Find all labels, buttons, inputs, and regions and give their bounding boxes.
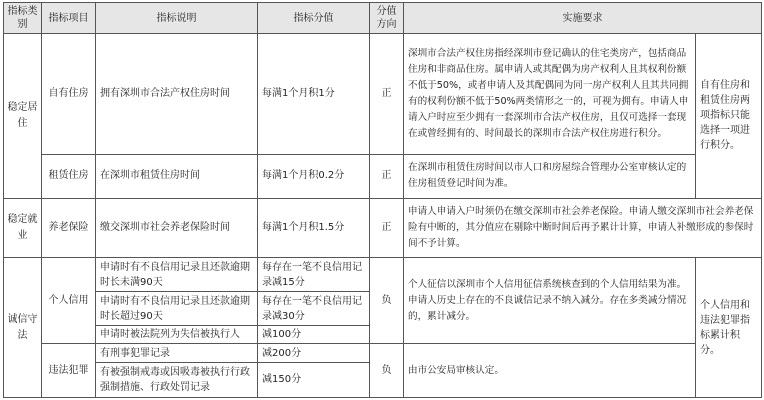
item-credit: 个人信用	[42, 258, 96, 344]
table-row	[4, 344, 762, 363]
score-rental-housing: 每满1个月积0.2分	[258, 155, 370, 198]
table-row	[4, 155, 762, 198]
item-pension: 养老保险	[42, 198, 96, 258]
desc-credit-1: 申请时有不良信用记录且还款逾期时长未满90天	[96, 258, 258, 292]
requirement-pension: 申请人申请入户时须仍在缴交深圳市社会养老保险。申请人缴交深圳市社会养老保险有中断的，其分值应在剔除中断时间后再予累计计算，申请人补缴形成的参保时间不予计算。	[404, 198, 762, 258]
direction-crime: 负	[370, 344, 404, 398]
header-direction: 分值方向	[370, 3, 404, 34]
table-header-row	[4, 3, 762, 34]
direction-own-housing: 正	[370, 34, 404, 155]
score-own-housing: 每满1个月积1分	[258, 34, 370, 155]
requirement-own-housing: 深圳市合法产权住房指经深圳市登记确认的住宅类房产，包括商品住房和非商品住房。属申请人或其配偶为房产权利人且其权利份额不低于50%，或者申请人及其配偶同为同一房产权利人且其共同拥有的权利份额不低于50%两类情形之一的，可视为拥有。申请人申请入户时应至少拥有一套深圳市合法产权住房，且仅可选择一套现在或曾经拥有的、时间最长的深圳市合法产权住房进行积分。	[404, 34, 696, 155]
category-stable-residence: 稳定居住	[4, 34, 42, 199]
header-score: 指标分值	[258, 3, 370, 34]
item-own-housing: 自有住房	[42, 34, 96, 155]
direction-pension: 正	[370, 198, 404, 258]
header-desc: 指标说明	[96, 3, 258, 34]
desc-rental-housing: 在深圳市租赁住房时间	[96, 155, 258, 198]
category-stable-employment: 稳定就业	[4, 198, 42, 258]
note-housing: 自有住房和租赁住房两项指标只能选择一项进行积分。	[696, 34, 762, 199]
note-credit-crime: 个人信用和违法犯罪指标累计积分。	[696, 258, 762, 398]
desc-credit-3: 申请时被法院列为失信被执行人	[96, 325, 258, 344]
requirement-rental-housing: 在深圳市租赁住房时间以市人口和房屋综合管理办公室审核认定的住房租赁登记时间为准。	[404, 155, 696, 198]
desc-pension: 缴交深圳市社会养老保险时间	[96, 198, 258, 258]
desc-own-housing: 拥有深圳市合法产权住房时间	[96, 34, 258, 155]
score-crime-1: 减200分	[258, 344, 370, 363]
desc-crime-2: 有被强制戒毒或因吸毒被执行行政强制措施、行政处罚记录	[96, 362, 258, 397]
header-item: 指标项目	[42, 3, 96, 34]
category-integrity: 诚信守法	[4, 258, 42, 398]
points-indicator-table	[3, 2, 762, 398]
item-crime: 违法犯罪	[42, 344, 96, 398]
score-credit-3: 减100分	[258, 325, 370, 344]
direction-rental-housing: 正	[370, 155, 404, 198]
direction-credit: 负	[370, 258, 404, 344]
score-credit-1: 每存在一笔不良信用记录减15分	[258, 258, 370, 292]
requirement-crime: 由市公安局审核认定。	[404, 344, 696, 398]
table-row	[4, 258, 762, 292]
score-pension: 每满1个月积1.5分	[258, 198, 370, 258]
table-row	[4, 198, 762, 258]
score-credit-2: 每存在一笔不良信用记录减30分	[258, 292, 370, 326]
header-requirement: 实施要求	[404, 3, 762, 34]
desc-credit-2: 申请时有不良信用记录且还款逾期时长超过90天	[96, 292, 258, 326]
header-category: 指标类别	[4, 3, 42, 34]
score-crime-2: 减150分	[258, 362, 370, 397]
table-row	[4, 34, 762, 155]
item-rental-housing: 租赁住房	[42, 155, 96, 198]
requirement-credit: 个人征信以深圳市个人信用征信系统核查到的个人信用结果为准。申请人历史上存在的不良诚信记录不纳入减分。存在多类减分情况的，累计减分。	[404, 258, 696, 344]
desc-crime-1: 有刑事犯罪记录	[96, 344, 258, 363]
